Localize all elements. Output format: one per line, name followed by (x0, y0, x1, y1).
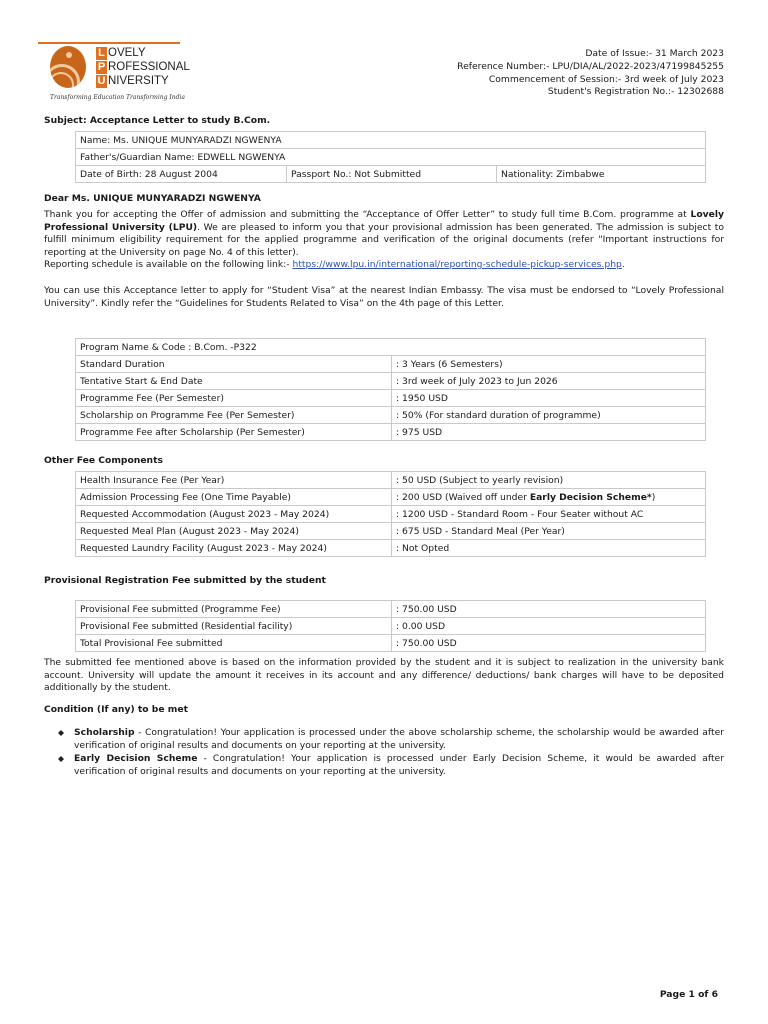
row-value: : 50 USD (Subject to yearly revision) (392, 472, 706, 489)
row-label: Health Insurance Fee (Per Year) (76, 472, 392, 489)
university-logo (38, 42, 190, 104)
logo-tagline: Transforming Education Transforming India (50, 94, 185, 101)
row-label: Standard Duration (76, 356, 392, 373)
table-row (76, 356, 706, 373)
row-value: : 3rd week of July 2023 to Jun 2026 (392, 373, 706, 390)
table-row (76, 407, 706, 424)
diamond-bullet-icon (58, 756, 64, 762)
program-table (75, 338, 706, 441)
row-value: : 750.00 USD (392, 601, 706, 618)
list-item (44, 727, 724, 752)
row-value: : 1200 USD - Standard Room - Four Seater without AC (392, 506, 706, 523)
table-row (76, 601, 706, 618)
row-label: Requested Accommodation (August 2023 - May 2024) (76, 506, 392, 523)
period: . (621, 259, 625, 270)
row-label: Programme Fee after Scholarship (Per Semester) (76, 424, 392, 441)
registration-number: Student's Registration No.:- 12302688 (547, 86, 724, 98)
row-value (392, 489, 706, 506)
row-label: Requested Laundry Facility (August 2023 - May 2024) (76, 540, 392, 557)
row-value: : 975 USD (392, 424, 706, 441)
passport-number: Passport No.: Not Submitted (287, 166, 497, 183)
para-text: Thank you for accepting the Offer of admission and submitting the “Acceptance of Offer Letter” to study full time B.Com. programme at (44, 209, 691, 220)
value-bold: Early Decision Scheme* (529, 491, 652, 503)
visa-paragraph: You can use this Acceptance letter to apply for “Student Visa” at the nearest Indian Embassy. The visa must be endorsed to “Lovely Professional University”. Kindly refer the “Guidelines for Students Related to Visa” on the 4th page of this Letter. (44, 285, 724, 309)
conditions-heading: Condition (If any) to be met (44, 704, 188, 715)
logo-bar (38, 42, 180, 44)
condition-title: Scholarship (74, 727, 135, 738)
logo-word: ROFESSIONAL (108, 61, 190, 73)
student-details-table (75, 131, 706, 183)
logo-letter: P (97, 60, 106, 73)
provisional-heading: Provisional Registration Fee submitted by the student (44, 575, 326, 586)
row-value: : 0.00 USD (392, 618, 706, 635)
row-value: : 50% (For standard duration of programme) (392, 407, 706, 424)
acceptance-paragraph (44, 209, 724, 272)
row-label: Total Provisional Fee submitted (76, 635, 392, 652)
fee-realization-paragraph: The submitted fee mentioned above is based on the information provided by the student and it is subject to realization in the university bank account. University will update the amount it receives in its account and any difference/ deductions/ bank charges will have to be deposited additionally by the student. (44, 657, 724, 693)
subject-line: Subject: Acceptance Letter to study B.Com. (44, 115, 271, 126)
other-fee-heading: Other Fee Components (44, 455, 163, 466)
condition-text: - Congratulation! Your application is processed under the above scholarship scheme, the scholarship would be awarded after verification of original results and documents on your reporting at the university. (74, 727, 724, 751)
row-label: Tentative Start & End Date (76, 373, 392, 390)
table-row (76, 424, 706, 441)
table-row (76, 506, 706, 523)
commencement-of-session: Commencement of Session:- 3rd week of July 2023 (488, 73, 724, 85)
row-value: : 675 USD - Standard Meal (Per Year) (392, 523, 706, 540)
date-of-birth: Date of Birth: 28 August 2004 (76, 166, 287, 183)
table-row (76, 489, 706, 506)
list-item (44, 753, 724, 778)
row-label: Admission Processing Fee (One Time Payable) (76, 489, 392, 506)
row-label: Scholarship on Programme Fee (Per Semester) (76, 407, 392, 424)
page-number: Page 1 of 6 (659, 989, 718, 1000)
table-row (76, 373, 706, 390)
condition-title: Early Decision Scheme (74, 753, 198, 764)
provisional-fee-table (75, 600, 706, 652)
table-row (76, 635, 706, 652)
table-row (76, 472, 706, 489)
table-row (76, 618, 706, 635)
conditions-list (44, 727, 724, 779)
row-value: : Not Opted (392, 540, 706, 557)
reporting-schedule-link[interactable]: https://www.lpu.in/international/reporting-schedule-pickup-services.php (292, 259, 622, 270)
letter-meta (457, 48, 724, 99)
table-row (76, 540, 706, 557)
guardian-name: Father's/Guardian Name: EDWELL NGWENYA (76, 149, 706, 166)
table-row (76, 523, 706, 540)
reporting-text: Reporting schedule is available on the following link:- (44, 259, 293, 270)
reference-number: Reference Number:- LPU/DIA/AL/2022-2023/47199845255 (457, 60, 724, 72)
university-name: Lovely Professional University (LPU) (44, 209, 724, 233)
logo-word: NIVERSITY (108, 75, 169, 87)
logo-letter: L (96, 47, 107, 60)
row-value: : 750.00 USD (392, 635, 706, 652)
value-text: : 200 USD (Waived off under (396, 491, 530, 503)
value-end: ) (651, 491, 656, 503)
date-of-issue: Date of Issue:- 31 March 2023 (585, 48, 724, 59)
diamond-bullet-icon (58, 730, 64, 736)
program-name-code: Program Name & Code : B.Com. -P322 (76, 339, 706, 356)
row-label: Provisional Fee submitted (Programme Fee) (76, 601, 392, 618)
salutation: Dear Ms. UNIQUE MUNYARADZI NGWENYA (44, 193, 261, 204)
row-label: Provisional Fee submitted (Residential facility) (76, 618, 392, 635)
logo-emblem-icon (50, 46, 86, 88)
row-label: Requested Meal Plan (August 2023 - May 2024) (76, 523, 392, 540)
row-value: : 3 Years (6 Semesters) (392, 356, 706, 373)
para-text: . We are pleased to inform you that your provisional admission has been generated. The admission is subject to fulfill minimum eligibility requirement for the applied programme and verification of the original documents (refer "Important instructions for reporting at the University on page No. 4 of this letter). (44, 221, 724, 258)
row-value: : 1950 USD (392, 390, 706, 407)
row-label: Programme Fee (Per Semester) (76, 390, 392, 407)
logo-word: OVELY (108, 47, 146, 59)
other-fee-table (75, 471, 706, 557)
student-name: Name: Ms. UNIQUE MUNYARADZI NGWENYA (76, 132, 706, 149)
logo-letter: U (97, 74, 106, 87)
table-row (76, 390, 706, 407)
nationality: Nationality: Zimbabwe (497, 166, 706, 183)
condition-text: - Congratulation! Your application is processed under Early Decision Scheme, it would be awarded after verification of original results and documents on your reporting at the university. (74, 753, 724, 777)
